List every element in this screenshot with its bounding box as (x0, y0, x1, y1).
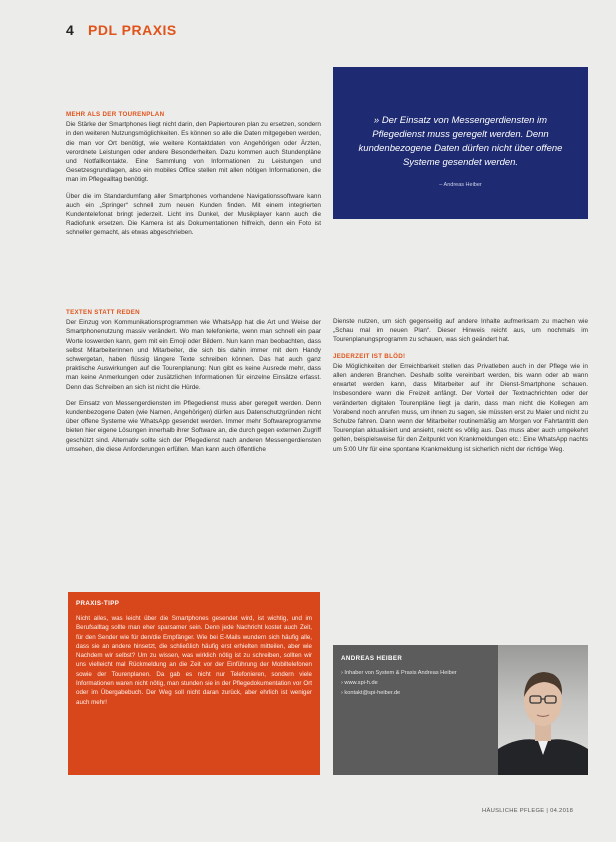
pull-quote (333, 67, 588, 219)
column-left-mid (66, 308, 321, 461)
column-left-top (66, 110, 321, 245)
author-bio-box (333, 645, 588, 775)
heading-tourenplan: MEHR ALS DER TOURENPLAN (66, 111, 165, 118)
paragraph: Über die im Standardumfang aller Smartphones vorhandene Navigationssoftware kann auch ein „Springer“ schnell zum neuen Kunden finden. Mit einem integrierten Kundentelefonat bringt jederzeit. Licht ins Dunkel, der Musikplayer kann auch die Radiofunk ersetzen. Die Kamera ist als Dokumentationen hilfreich, denn ein Foto ist schneller gemacht, als etwas abgeschrieben. (66, 192, 321, 237)
page-footer: HÄUSLICHE PFLEGE | 04.2018 (482, 808, 574, 814)
quote-author: – Andreas Heiber (439, 182, 482, 188)
author-detail: › Inhaber von System & Praxis Andreas Heiber (341, 668, 501, 678)
paragraph: Der Einsatz von Messengerdiensten im Pflegedienst muss aber geregelt werden. Denn kundenbezogene Daten (wie Namen, Angehörigen) dürfen aus Datenschutzgründen nicht über offene Systeme wie WhatsApp gesendet werden. Immer mehr Softwareprogramme bieten hier eigene Lösungen innerhalb ihrer Software an, die durch gegen externen Zugriff geschützt sind. Alternativ sollte sich der Pflegedienst nach anderen Messengerdiensten umsehen, die diese Anforderungen erfüllen. Man kann auch öffentliche (66, 399, 321, 453)
author-email: › kontakt@spi-heiber.de (341, 688, 501, 698)
author-name: ANDREAS HEIBER (341, 655, 403, 662)
paragraph: Die Möglichkeiten der Erreichbarkeit stellen das Privatleben auch in der Pflege wie in allen anderen Branchen. Deshalb sollte vereinbart werden, bis wann oder ab wann erwartet werden kann, dass Mitarbeiter auf ihr Dienst-Smartphone schauen. Insbesondere wann die Freizeit anfängt. Der Vorteil der Textnachrichten oder der veränderten digitalen Tourenpläne liegt ja darin, dass man nicht die Kollegen am Vorabend noch anrufen muss, um ihnen zu sagen, sie müssten erst zu Maier und nicht zu Schulze fahren. Dann wenn der Mitarbeiter routinemäßig am Morgen vor Fahrtantritt den Tourenplan aktualisiert und ansieht, reicht es völlig aus. Das muss aber auch umgekehrt gelten, beispielsweise für den Zeitpunkt von Krankmeldungen etc.: Eine WhatsApp nachts um 5:00 Uhr für eine spontane Krankmeldung ist sicherlich nicht der richtige Weg. (333, 362, 588, 453)
praxis-tip-box (68, 592, 320, 775)
paragraph: Dienste nutzen, um sich gegenseitig auf andere Inhalte aufmerksam zu machen wie „Schau mal im neuen Plan“. Dieser Hinweis reicht aus, um nochmals im Tourenplanungsprogramm zu schauen, was sich geändert hat. (333, 318, 588, 344)
author-website: › www.spi-h.de (341, 678, 501, 688)
quote-text: » Der Einsatz von Messengerdiensten im Pflegedienst muss geregelt werden. Denn kundenbezogene Daten dürfen nicht über offene Systeme gesendet werden. (358, 115, 563, 168)
section-title: PDL PRAXIS (88, 22, 177, 38)
heading-jederzeit: JEDERZEIT IST BLÖD! (333, 352, 406, 360)
author-photo (498, 645, 588, 775)
tip-text: Nicht alles, was leicht über die Smartphones gesendet wird, ist wichtig, und im Berufsalltag sollte man eher sparsamer sein. Denn jede Nachricht kostet auch Zeit, für den Sender wie für den/die Empfänger. Wie bei E-Mails wundern sich häufig alle, dass sie an andere hinsetzt, die schließlich häufig erst erhielten mitteilen, aber wie Nachdem wir selbst? Um zu wissen, was wirklich nötig ist zu schreiben, sollten wir uns vielleicht mal Rückmeldung an die Zeit vor der Einführung der Mobiltelefonen sowie der Tourenplanen. Da gab es nicht nur Telefonieren, sondern viele Informationen waren nicht nötig, man stunden sie in der Pflegedokumentation vor Ort oder im Übergabebuch. Der Weg soll nicht daran zurück, aber ehrlich ist weniger auch mehr! (76, 615, 312, 706)
heading-texten: TEXTEN STATT REDEN (66, 309, 140, 316)
page-number: 4 (66, 22, 74, 38)
column-right-mid (333, 317, 588, 461)
paragraph: Der Einzug von Kommunikationsprogrammen wie WhatsApp hat die Art und Weise der Smartphonenutzung massiv verändert. Wo man telefonierte, wenn man schnell ein paar Worte loswerden kann, gern mit ein Emoji oder Bildern. Nun kann man beobachten, dass selbst Mitarbeiterinnen und Mitarbeiter, die sich bis dahin immer mit dem Handy schwergetan, haben flüssig längere Texte schreiben können. Das hat auch ganz praktische Auswirkungen auf die Tourenplanung: Nun gibt es keine Ausrede mehr, dass man keine Anmerkungen oder zusätzlichen Informationen für einzelne Einsätze erfasst. Denn das Schreiben an sich ist nicht die Hürde. (66, 319, 321, 391)
paragraph: Die Stärke der Smartphones liegt nicht darin, den Papiertouren plan zu ersetzen, sondern in den weiteren Nutzungsmöglichkeiten. Es können so alle die Daten mitgegeben werden, die man vor Ort benötigt, wie weitere Kontaktdaten von Angehörigen oder Ärzten, verordnete Leistungen oder andere Besonderheiten. Dazu kommen auch Stundenpläne und Notfallkontakte. Eine Sammlung von Informationen zu Leistungen und Gesetzesgrundlagen, also ein mobiles Office stellen mit allen nötigen Informationen, die man im Pflegealltag benötigt. (66, 121, 321, 184)
tip-heading: PRAXIS-TIPP (76, 600, 120, 607)
author-info (341, 655, 501, 698)
portrait-icon (498, 645, 588, 775)
